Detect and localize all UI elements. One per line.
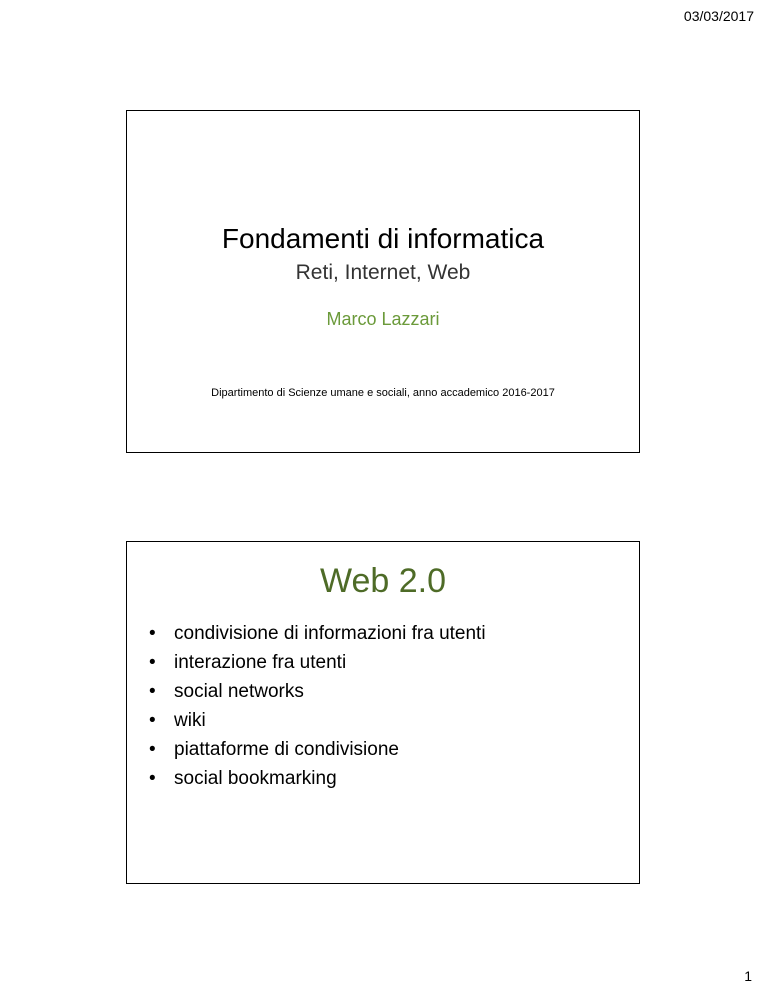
slide-1 xyxy=(126,110,640,453)
slide-1-title: Fondamenti di informatica xyxy=(221,223,545,254)
bullet-icon: • xyxy=(149,768,156,789)
bullet-text: social networks xyxy=(174,681,304,702)
slide-2-title: Web 2.0 xyxy=(319,562,446,600)
list-item xyxy=(149,764,486,793)
bullet-icon: • xyxy=(149,710,156,731)
bullet-icon: • xyxy=(149,681,156,702)
list-item xyxy=(149,619,486,648)
bullet-text: social bookmarking xyxy=(174,768,337,789)
bullet-text: interazione fra utenti xyxy=(174,652,347,673)
bullet-text: piattaforme di condivisione xyxy=(174,739,399,760)
list-item xyxy=(149,735,486,764)
bullet-icon: • xyxy=(149,623,156,644)
slide-2 xyxy=(126,541,640,884)
slide-1-author: Marco Lazzari xyxy=(326,309,440,329)
header-date: 03/03/2017 xyxy=(683,8,754,24)
list-item xyxy=(149,706,486,735)
list-item xyxy=(149,648,486,677)
bullet-list xyxy=(149,619,486,793)
bullet-icon: • xyxy=(149,739,156,760)
bullet-icon: • xyxy=(149,652,156,673)
slide-1-subtitle: Reti, Internet, Web xyxy=(295,261,471,284)
slide-1-department: Dipartimento di Scienze umane e sociali, anno accademico 2016-2017 xyxy=(211,387,555,399)
bullet-text: wiki xyxy=(174,710,206,731)
page-number: 1 xyxy=(744,968,752,984)
bullet-text: condivisione di informazioni fra utenti xyxy=(174,623,486,644)
list-item xyxy=(149,677,486,706)
